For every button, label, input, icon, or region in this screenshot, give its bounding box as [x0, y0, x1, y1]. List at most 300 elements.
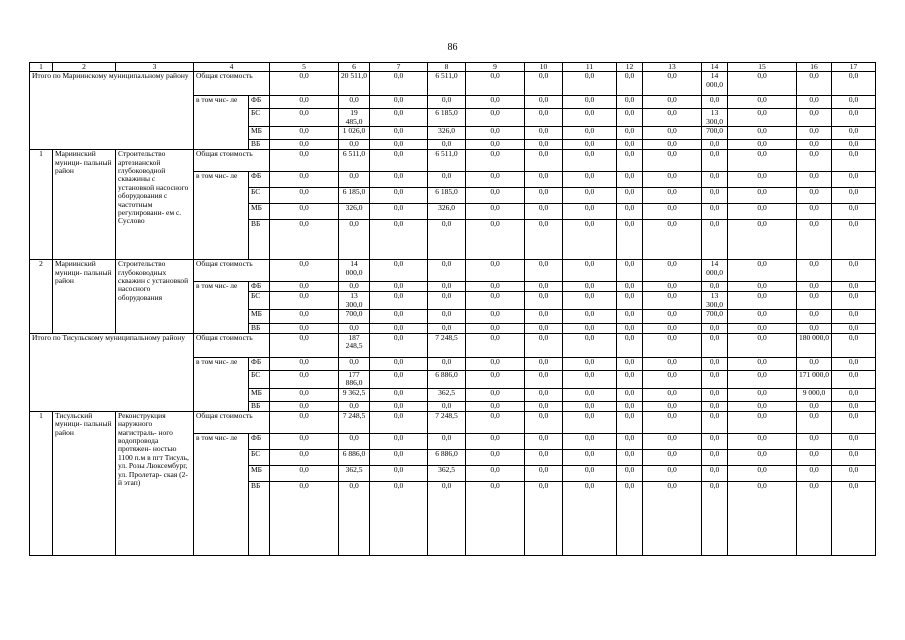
column-number: 5	[270, 63, 339, 72]
value-cell: 9 000,0	[797, 388, 832, 401]
value-cell: 0,0	[797, 188, 832, 204]
value-cell: 0,0	[525, 334, 563, 358]
source-label: БС	[249, 449, 270, 465]
value-cell: 0,0	[466, 310, 525, 324]
value-cell: 0,0	[270, 334, 339, 358]
district-name: Мариинский муници- пальный район	[53, 150, 116, 260]
value-cell: 0,0	[339, 172, 370, 188]
value-cell: 0,0	[617, 388, 643, 401]
value-cell: 0,0	[728, 140, 797, 150]
table-row	[30, 411, 876, 433]
value-cell: 0,0	[270, 481, 339, 555]
value-cell: 0,0	[643, 140, 702, 150]
value-cell: 0,0	[702, 96, 728, 109]
value-cell: 0,0	[797, 481, 832, 555]
value-cell: 0,0	[466, 371, 525, 389]
value-cell: 0,0	[525, 140, 563, 150]
including-label: в том чис- ле	[194, 358, 249, 412]
column-number: 13	[643, 63, 702, 72]
value-cell: 0,0	[466, 411, 525, 433]
value-cell: 0,0	[643, 334, 702, 358]
value-cell: 6 511,0	[339, 150, 370, 172]
value-cell: 0,0	[617, 109, 643, 127]
value-cell: 0,0	[702, 188, 728, 204]
column-number: 2	[53, 63, 116, 72]
value-cell: 326,0	[428, 204, 466, 220]
source-label: ВБ	[249, 401, 270, 411]
value-cell: 0,0	[797, 310, 832, 324]
value-cell: 0,0	[643, 172, 702, 188]
source-label: ФБ	[249, 282, 270, 292]
value-cell: 0,0	[466, 358, 525, 371]
value-cell: 0,0	[797, 324, 832, 334]
value-cell: 0,0	[643, 260, 702, 282]
value-cell: 0,0	[428, 140, 466, 150]
source-label: ФБ	[249, 96, 270, 109]
value-cell: 0,0	[832, 334, 876, 358]
value-cell: 0,0	[563, 388, 617, 401]
value-cell: 6 185,0	[339, 188, 370, 204]
value-cell: 0,0	[728, 334, 797, 358]
value-cell: 0,0	[702, 401, 728, 411]
value-cell: 0,0	[563, 481, 617, 555]
value-cell: 0,0	[702, 334, 728, 358]
value-cell: 0,0	[339, 282, 370, 292]
value-cell: 0,0	[428, 292, 466, 310]
value-cell: 0,0	[643, 449, 702, 465]
value-cell: 0,0	[270, 220, 339, 260]
value-cell: 0,0	[270, 371, 339, 389]
value-cell: 0,0	[617, 334, 643, 358]
value-cell: 0,0	[563, 324, 617, 334]
value-cell: 0,0	[525, 220, 563, 260]
value-cell: 0,0	[797, 433, 832, 449]
column-number: 6	[339, 63, 370, 72]
value-cell: 0,0	[428, 96, 466, 109]
including-label: в том чис- ле	[194, 433, 249, 555]
value-cell: 0,0	[339, 140, 370, 150]
value-cell: 0,0	[617, 433, 643, 449]
value-cell: 0,0	[702, 140, 728, 150]
value-cell: 0,0	[702, 433, 728, 449]
value-cell: 0,0	[563, 449, 617, 465]
value-cell: 0,0	[643, 72, 702, 96]
value-cell: 0,0	[617, 371, 643, 389]
value-cell: 0,0	[617, 292, 643, 310]
value-cell: 0,0	[797, 292, 832, 310]
value-cell: 0,0	[797, 150, 832, 172]
value-cell: 0,0	[370, 127, 428, 140]
value-cell: 0,0	[428, 282, 466, 292]
value-cell: 0,0	[466, 204, 525, 220]
value-cell: 0,0	[466, 401, 525, 411]
value-cell: 0,0	[339, 96, 370, 109]
value-cell: 0,0	[525, 204, 563, 220]
value-cell: 0,0	[466, 72, 525, 96]
district-name: Мариинский муници- пальный район	[53, 260, 116, 334]
value-cell: 0,0	[832, 292, 876, 310]
value-cell: 0,0	[525, 172, 563, 188]
value-cell: 0,0	[270, 188, 339, 204]
value-cell: 0,0	[728, 411, 797, 433]
value-cell: 0,0	[643, 204, 702, 220]
value-cell: 7 248,5	[428, 334, 466, 358]
value-cell: 0,0	[370, 204, 428, 220]
value-cell: 0,0	[563, 358, 617, 371]
value-cell: 0,0	[617, 260, 643, 282]
value-cell: 177 886,0	[339, 371, 370, 389]
value-cell: 0,0	[428, 172, 466, 188]
value-cell: 0,0	[563, 371, 617, 389]
value-cell: 362,5	[428, 465, 466, 481]
value-cell: 6 886,0	[428, 371, 466, 389]
value-cell: 0,0	[466, 220, 525, 260]
value-cell: 13 300,0	[702, 292, 728, 310]
page-number: 86	[447, 42, 458, 53]
column-number: 9	[466, 63, 525, 72]
source-label: ВБ	[249, 220, 270, 260]
value-cell: 0,0	[728, 433, 797, 449]
value-cell: 0,0	[525, 481, 563, 555]
column-number: 7	[370, 63, 428, 72]
value-cell: 0,0	[728, 358, 797, 371]
value-cell: 0,0	[270, 292, 339, 310]
value-cell: 0,0	[370, 96, 428, 109]
value-cell: 700,0	[702, 127, 728, 140]
value-cell: 0,0	[643, 433, 702, 449]
value-cell: 14 000,0	[702, 260, 728, 282]
value-cell: 0,0	[702, 465, 728, 481]
value-cell: 0,0	[270, 358, 339, 371]
value-cell: 0,0	[466, 292, 525, 310]
value-cell: 0,0	[702, 282, 728, 292]
value-cell: 0,0	[832, 109, 876, 127]
value-cell: 0,0	[339, 324, 370, 334]
value-cell: 0,0	[525, 310, 563, 324]
source-label: ВБ	[249, 324, 270, 334]
value-cell: 0,0	[370, 188, 428, 204]
value-cell: 0,0	[832, 401, 876, 411]
value-cell: 0,0	[563, 334, 617, 358]
value-cell: 0,0	[702, 371, 728, 389]
value-cell: 0,0	[270, 204, 339, 220]
value-cell: 0,0	[832, 481, 876, 555]
column-number: 3	[116, 63, 194, 72]
value-cell: 0,0	[702, 150, 728, 172]
value-cell: 0,0	[702, 358, 728, 371]
value-cell: 0,0	[370, 310, 428, 324]
value-cell: 7 248,5	[339, 411, 370, 433]
value-cell: 0,0	[370, 324, 428, 334]
value-cell: 0,0	[270, 96, 339, 109]
value-cell: 0,0	[563, 188, 617, 204]
value-cell: 0,0	[428, 260, 466, 282]
value-cell: 0,0	[270, 127, 339, 140]
value-cell: 0,0	[643, 481, 702, 555]
total-cost-label: Общая стоимость	[194, 260, 270, 282]
source-label: ФБ	[249, 433, 270, 449]
value-cell: 0,0	[728, 188, 797, 204]
value-cell: 0,0	[370, 401, 428, 411]
value-cell: 0,0	[702, 220, 728, 260]
total-cost-label: Общая стоимость	[194, 411, 270, 433]
value-cell: 0,0	[702, 204, 728, 220]
value-cell: 0,0	[617, 358, 643, 371]
value-cell: 0,0	[832, 150, 876, 172]
value-cell: 0,0	[797, 358, 832, 371]
value-cell: 0,0	[563, 150, 617, 172]
value-cell: 0,0	[466, 481, 525, 555]
value-cell: 0,0	[339, 220, 370, 260]
value-cell: 0,0	[428, 433, 466, 449]
district-name: Тисульский муници- пальный район	[53, 411, 116, 555]
total-cost-label: Общая стоимость	[194, 334, 270, 358]
value-cell: 0,0	[617, 127, 643, 140]
column-number: 10	[525, 63, 563, 72]
value-cell: 0,0	[270, 140, 339, 150]
value-cell: 14 000,0	[339, 260, 370, 282]
value-cell: 0,0	[370, 433, 428, 449]
value-cell: 0,0	[797, 96, 832, 109]
value-cell: 0,0	[466, 172, 525, 188]
value-cell: 1 026,0	[339, 127, 370, 140]
value-cell: 0,0	[728, 401, 797, 411]
value-cell: 0,0	[428, 481, 466, 555]
value-cell: 9 362,5	[339, 388, 370, 401]
value-cell: 0,0	[797, 449, 832, 465]
source-label: ФБ	[249, 358, 270, 371]
value-cell: 0,0	[563, 72, 617, 96]
value-cell: 0,0	[832, 411, 876, 433]
source-label: БС	[249, 109, 270, 127]
value-cell: 0,0	[797, 220, 832, 260]
source-label: МБ	[249, 310, 270, 324]
value-cell: 0,0	[617, 150, 643, 172]
column-number: 14	[702, 63, 728, 72]
value-cell: 0,0	[797, 204, 832, 220]
value-cell: 0,0	[643, 310, 702, 324]
value-cell: 0,0	[728, 260, 797, 282]
value-cell: 0,0	[643, 388, 702, 401]
value-cell: 0,0	[832, 188, 876, 204]
value-cell: 0,0	[617, 96, 643, 109]
value-cell: 0,0	[466, 433, 525, 449]
object-description: Реконструкция наружного магистраль- ного водопровода протяжен- ностью 1100 п.м в пгт Тисуль, ул. Розы Люксембург, ул. Пролетар- ская (2-й этап)	[116, 411, 194, 555]
value-cell: 0,0	[643, 465, 702, 481]
value-cell: 0,0	[728, 481, 797, 555]
total-cost-label: Общая стоимость	[194, 72, 270, 96]
value-cell: 0,0	[525, 388, 563, 401]
value-cell: 0,0	[728, 220, 797, 260]
value-cell: 0,0	[643, 188, 702, 204]
value-cell: 0,0	[563, 433, 617, 449]
value-cell: 0,0	[428, 310, 466, 324]
value-cell: 0,0	[563, 140, 617, 150]
value-cell: 0,0	[563, 96, 617, 109]
value-cell: 0,0	[643, 282, 702, 292]
value-cell: 0,0	[428, 358, 466, 371]
source-label: ФБ	[249, 172, 270, 188]
table-row	[30, 72, 876, 96]
value-cell: 0,0	[617, 324, 643, 334]
value-cell: 0,0	[832, 220, 876, 260]
value-cell: 0,0	[832, 260, 876, 282]
column-number: 12	[617, 63, 643, 72]
value-cell: 0,0	[643, 324, 702, 334]
table-row	[30, 150, 876, 172]
value-cell: 0,0	[832, 282, 876, 292]
value-cell: 0,0	[525, 358, 563, 371]
value-cell: 0,0	[702, 324, 728, 334]
source-label: МБ	[249, 204, 270, 220]
source-label: ВБ	[249, 481, 270, 555]
value-cell: 0,0	[525, 465, 563, 481]
value-cell: 0,0	[466, 449, 525, 465]
value-cell: 0,0	[428, 401, 466, 411]
value-cell: 0,0	[832, 172, 876, 188]
value-cell: 0,0	[728, 150, 797, 172]
value-cell: 0,0	[270, 449, 339, 465]
value-cell: 0,0	[702, 388, 728, 401]
value-cell: 0,0	[563, 292, 617, 310]
value-cell: 0,0	[832, 388, 876, 401]
value-cell: 0,0	[466, 109, 525, 127]
value-cell: 0,0	[797, 411, 832, 433]
value-cell: 0,0	[832, 72, 876, 96]
value-cell: 0,0	[370, 172, 428, 188]
source-label: БС	[249, 371, 270, 389]
value-cell: 0,0	[617, 310, 643, 324]
value-cell: 0,0	[728, 324, 797, 334]
value-cell: 6 886,0	[428, 449, 466, 465]
value-cell: 0,0	[466, 388, 525, 401]
including-label: в том чис- ле	[194, 282, 249, 334]
value-cell: 0,0	[728, 371, 797, 389]
value-cell: 0,0	[563, 220, 617, 260]
item-number: 1	[30, 150, 53, 260]
value-cell: 0,0	[832, 127, 876, 140]
value-cell: 0,0	[563, 260, 617, 282]
object-description: Строительство глубоководных скважин с установкой насосного оборудования	[116, 260, 194, 334]
value-cell: 0,0	[643, 411, 702, 433]
value-cell: 0,0	[832, 140, 876, 150]
value-cell: 0,0	[270, 109, 339, 127]
value-cell: 0,0	[832, 324, 876, 334]
value-cell: 0,0	[643, 127, 702, 140]
value-cell: 362,5	[428, 388, 466, 401]
value-cell: 0,0	[728, 449, 797, 465]
value-cell: 0,0	[525, 109, 563, 127]
value-cell: 0,0	[466, 96, 525, 109]
value-cell: 0,0	[466, 282, 525, 292]
value-cell: 0,0	[270, 401, 339, 411]
value-cell: 0,0	[525, 96, 563, 109]
value-cell: 0,0	[270, 282, 339, 292]
value-cell: 0,0	[563, 401, 617, 411]
value-cell: 0,0	[525, 401, 563, 411]
value-cell: 7 248,5	[428, 411, 466, 433]
value-cell: 0,0	[525, 188, 563, 204]
value-cell: 0,0	[466, 465, 525, 481]
value-cell: 0,0	[617, 72, 643, 96]
value-cell: 0,0	[370, 481, 428, 555]
column-number: 16	[797, 63, 832, 72]
value-cell: 180 000,0	[797, 334, 832, 358]
value-cell: 0,0	[563, 465, 617, 481]
value-cell: 0,0	[370, 334, 428, 358]
object-description: Строительство артезианской глубоководной скважины с установкой насосного оборудования с частотным регулировани- ем с. Суслово	[116, 150, 194, 260]
value-cell: 0,0	[525, 411, 563, 433]
value-cell: 0,0	[728, 72, 797, 96]
value-cell: 0,0	[525, 371, 563, 389]
value-cell: 187 248,5	[339, 334, 370, 358]
value-cell: 6 886,0	[339, 449, 370, 465]
value-cell: 0,0	[832, 310, 876, 324]
value-cell: 0,0	[643, 358, 702, 371]
value-cell: 0,0	[643, 109, 702, 127]
value-cell: 6 511,0	[428, 72, 466, 96]
value-cell: 0,0	[370, 150, 428, 172]
value-cell: 0,0	[617, 140, 643, 150]
value-cell: 171 000,0	[797, 371, 832, 389]
value-cell: 0,0	[563, 310, 617, 324]
value-cell: 0,0	[617, 220, 643, 260]
table-row	[30, 260, 876, 282]
value-cell: 0,0	[370, 449, 428, 465]
value-cell: 0,0	[339, 358, 370, 371]
value-cell: 0,0	[563, 109, 617, 127]
value-cell: 0,0	[370, 140, 428, 150]
value-cell: 0,0	[525, 127, 563, 140]
value-cell: 0,0	[643, 150, 702, 172]
value-cell: 0,0	[466, 260, 525, 282]
column-number: 15	[728, 63, 797, 72]
value-cell: 0,0	[270, 172, 339, 188]
value-cell: 0,0	[270, 465, 339, 481]
value-cell: 0,0	[832, 449, 876, 465]
value-cell: 0,0	[643, 371, 702, 389]
value-cell: 0,0	[270, 388, 339, 401]
value-cell: 0,0	[466, 188, 525, 204]
value-cell: 0,0	[466, 127, 525, 140]
total-cost-label: Общая стоимость	[194, 150, 270, 172]
value-cell: 0,0	[643, 220, 702, 260]
source-label: МБ	[249, 388, 270, 401]
value-cell: 700,0	[339, 310, 370, 324]
value-cell: 0,0	[270, 324, 339, 334]
value-cell: 0,0	[728, 204, 797, 220]
value-cell: 0,0	[797, 401, 832, 411]
value-cell: 0,0	[466, 140, 525, 150]
value-cell: 700,0	[702, 310, 728, 324]
value-cell: 0,0	[617, 188, 643, 204]
value-cell: 0,0	[617, 449, 643, 465]
value-cell: 0,0	[617, 411, 643, 433]
district-total-title: Итого по Тисульскому муниципальному району	[30, 334, 194, 412]
value-cell: 19 485,0	[339, 109, 370, 127]
value-cell: 14 000,0	[702, 72, 728, 96]
value-cell: 0,0	[832, 358, 876, 371]
value-cell: 0,0	[270, 433, 339, 449]
value-cell: 0,0	[702, 411, 728, 433]
value-cell: 0,0	[643, 292, 702, 310]
value-cell: 0,0	[797, 72, 832, 96]
value-cell: 0,0	[832, 204, 876, 220]
value-cell: 0,0	[525, 449, 563, 465]
source-label: БС	[249, 292, 270, 310]
column-number: 8	[428, 63, 466, 72]
source-label: ВБ	[249, 140, 270, 150]
